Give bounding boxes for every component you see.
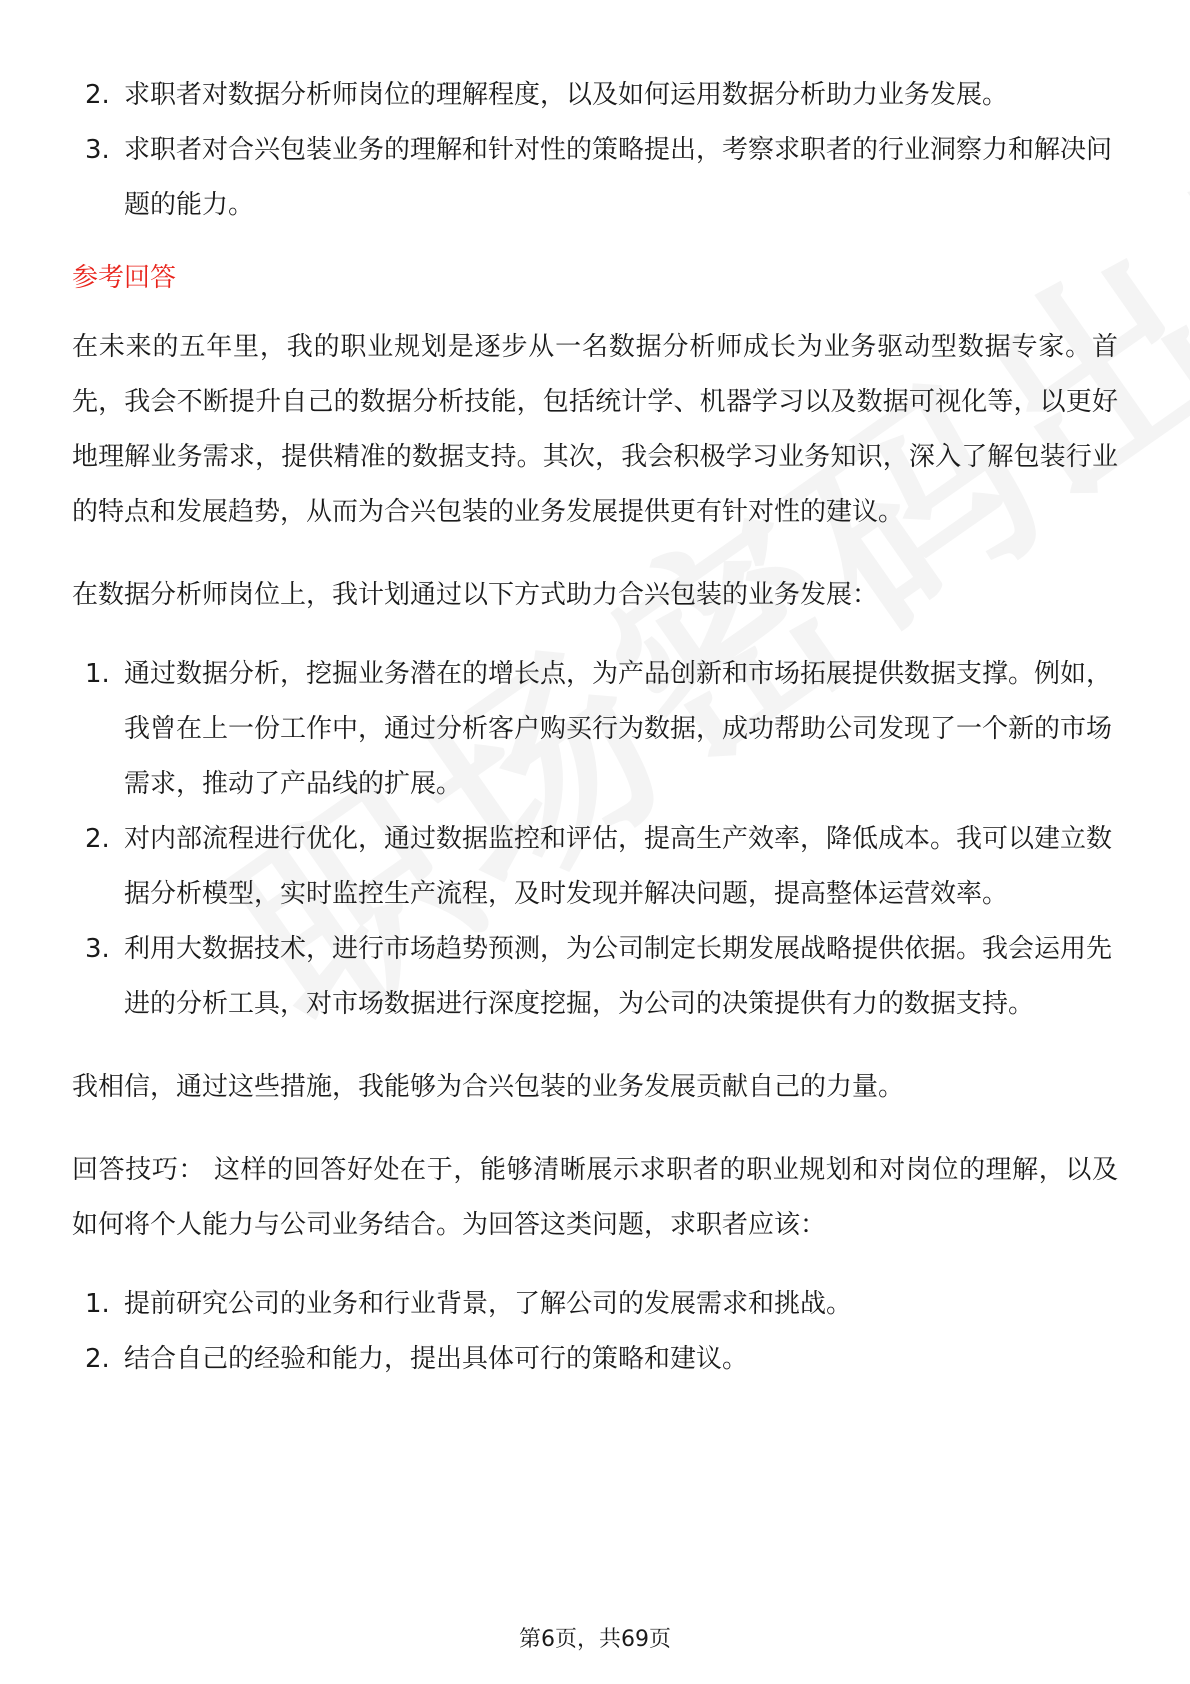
list-number: 2. (85, 80, 110, 110)
plan-list (72, 647, 1118, 1032)
list-text: 结合自己的经验和能力，提出具体可行的策略和建议。 (124, 1344, 749, 1374)
list-text: 求职者对合兴包装业务的理解和针对性的策略提出，考察求职者的行业洞察力和解决问题的能力。 (124, 135, 1113, 220)
list-number: 1. (85, 659, 110, 689)
list-item (72, 647, 1118, 812)
list-item (72, 1277, 1118, 1332)
section-title: 参考回答 (72, 263, 177, 293)
criteria-list (72, 68, 1118, 233)
tips-list (72, 1277, 1118, 1387)
paragraph: 在未来的五年里，我的职业规划是逐步从一名数据分析师成长为业务驱动型数据专家。首先，我会不断提升自己的数据分析技能，包括统计学、机器学习以及数据可视化等，以更好地理解业务需求，提供精准的数据支持。其次，我会积极学习业务知识，深入了解包装行业的特点和发展趋势，从而为合兴包装的业务发展提供更有针对性的建议。 (72, 332, 1118, 527)
page-number-footer: 第6页，共69页 (519, 1627, 671, 1652)
paragraph: 回答技巧： 这样的回答好处在于，能够清晰展示求职者的职业规划和对岗位的理解，以及如何将个人能力与公司业务结合。为回答这类问题，求职者应该： (72, 1155, 1118, 1240)
list-number: 2. (85, 1344, 110, 1374)
list-text: 利用大数据技术，进行市场趋势预测，为公司制定长期发展战略提供依据。我会运用先进的分析工具，对市场数据进行深度挖掘，为公司的决策提供有力的数据支持。 (124, 934, 1113, 1019)
list-text: 提前研究公司的业务和行业背景，了解公司的发展需求和挑战。 (124, 1289, 853, 1319)
paragraph: 我相信，通过这些措施，我能够为合兴包装的业务发展贡献自己的力量。 (72, 1072, 905, 1102)
list-number: 3. (85, 934, 110, 964)
list-text: 通过数据分析，挖掘业务潜在的增长点，为产品创新和市场拓展提供数据支撑。例如，我曾在上一份工作中，通过分析客户购买行为数据，成功帮助公司发现了一个新的市场需求，推动了产品线的扩展。 (124, 659, 1113, 799)
list-number: 3. (85, 135, 110, 165)
list-item (72, 68, 1118, 123)
page-content (72, 68, 1118, 1387)
list-item (72, 1332, 1118, 1387)
list-number: 1. (85, 1289, 110, 1319)
list-number: 2. (85, 824, 110, 854)
paragraph: 在数据分析师岗位上，我计划通过以下方式助力合兴包装的业务发展： (72, 580, 879, 610)
list-item (72, 922, 1118, 1032)
list-text: 对内部流程进行优化，通过数据监控和评估，提高生产效率，降低成本。我可以建立数据分析模型，实时监控生产流程，及时发现并解决问题，提高整体运营效率。 (124, 824, 1113, 909)
list-item (72, 123, 1118, 233)
list-item (72, 812, 1118, 922)
list-text: 求职者对数据分析师岗位的理解程度，以及如何运用数据分析助力业务发展。 (124, 80, 1009, 110)
